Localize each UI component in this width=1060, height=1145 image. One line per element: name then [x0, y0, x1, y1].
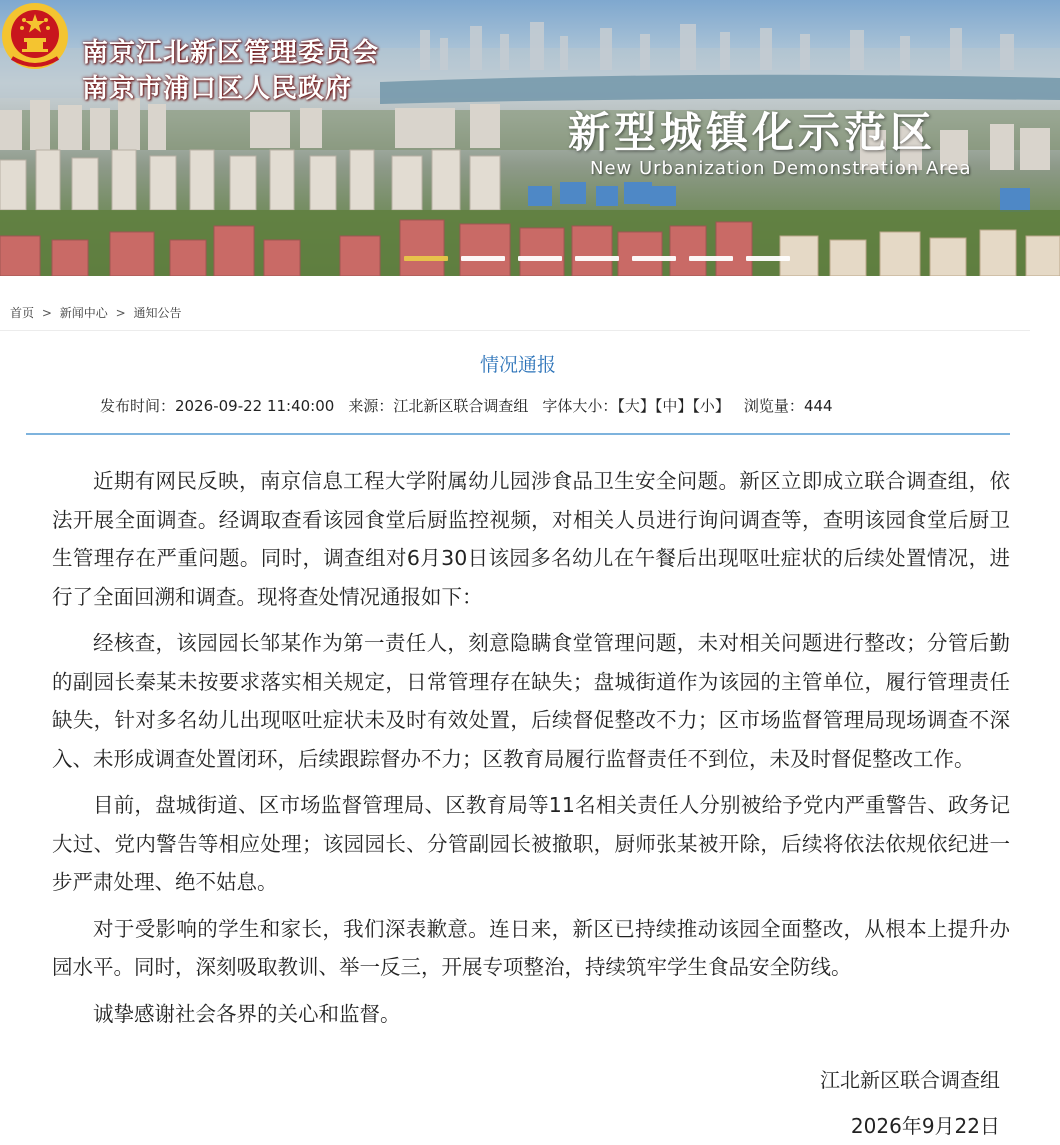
article-paragraph: 目前，盘城街道、区市场监督管理局、区教育局等11名相关责任人分别被给予党内严重警告、政务记大过、党内警告等相应处理；该园园长、分管副园长被撤职，厨师张某被开除，后续将依法依规依纪进一步严肃处理、绝不姑息。: [52, 793, 1010, 894]
breadcrumb-separator: >: [41, 306, 52, 320]
divider: [0, 330, 1030, 331]
font-size-small-button[interactable]: 【小】: [692, 397, 730, 415]
carousel-dot[interactable]: [575, 256, 619, 261]
views-label: 浏览量：: [743, 397, 804, 415]
breadcrumb-news-center[interactable]: 新闻中心: [59, 306, 108, 320]
carousel-dot[interactable]: [461, 256, 505, 261]
article-paragraph: 经核查，该园园长邹某作为第一责任人，刻意隐瞒食堂管理问题，未对相关问题进行整改；分管后勤的副园长秦某未按要求落实相关规定，日常管理存在缺失；盘城街道作为该园的主管单位，履行管理责任缺失，针对多名幼儿出现呕吐症状未及时有效处置，后续督促整改不力；区市场监督管理局现场调查不深入、未形成调查处置闭环，后续跟踪督办不力；区教育局履行监督责任不到位，未及时督促整改工作。: [52, 631, 1010, 771]
article-title: 情况通报: [479, 354, 556, 376]
article-meta: [100, 395, 833, 416]
banner-title: 新型城镇化示范区: [568, 108, 937, 157]
banner-subtitle: New Urbanization Demonstration Area: [590, 158, 972, 179]
title-divider: [26, 433, 1010, 435]
article-body: [52, 462, 1010, 1041]
gov-name-line2: 南京市浦口区人民政府: [82, 74, 353, 104]
publish-time: 2026-09-22 11:40:00: [175, 397, 335, 415]
font-size-medium-button[interactable]: 【中】: [654, 397, 693, 415]
breadcrumb: [10, 304, 181, 321]
carousel-dot[interactable]: [518, 256, 562, 261]
publish-time-label: 发布时间：: [100, 397, 176, 415]
signature-date: 2026年9月22日: [850, 1114, 1000, 1138]
carousel-dot[interactable]: [404, 256, 448, 261]
font-size-label: 字体大小：: [542, 397, 618, 415]
article-paragraph: 近期有网民反映，南京信息工程大学附属幼儿园涉食品卫生安全问题。新区立即成立联合调查组，依法开展全面调查。经调取查看该园食堂后厨监控视频，对相关人员进行询问调查等，查明该园食堂后厨卫生管理存在严重问题。同时，调查组对6月30日该园多名幼儿在午餐后出现呕吐症状的后续处置情况，进行了全面回溯和调查。现将查处情况通报如下：: [52, 469, 1010, 609]
font-size-large-button[interactable]: 【大】: [617, 397, 655, 415]
header-banner: [0, 0, 1060, 276]
breadcrumb-notices[interactable]: 通知公告: [133, 306, 182, 320]
article-paragraph: 诚挚感谢社会各界的关心和监督。: [93, 1001, 401, 1026]
article-paragraph: 对于受影响的学生和家长，我们深表歉意。连日来，新区已持续推动该园全面整改，从根本上提升办园水平。同时，深刻吸取教训、举一反三，开展专项整治，持续筑牢学生食品安全防线。: [52, 916, 1010, 979]
views-count: 444: [803, 397, 833, 415]
breadcrumb-home[interactable]: 首页: [10, 306, 35, 320]
breadcrumb-separator: >: [115, 306, 126, 320]
carousel-dot[interactable]: [689, 256, 733, 261]
national-emblem-icon: [0, 0, 70, 74]
signature-org: 江北新区联合调查组: [820, 1068, 1000, 1092]
source-label: 来源：: [348, 397, 394, 415]
gov-name-line1: 南京江北新区管理委员会: [82, 38, 380, 68]
carousel-dot[interactable]: [632, 256, 676, 261]
carousel-indicators: [404, 256, 790, 261]
source: 江北新区联合调查组: [393, 397, 529, 415]
carousel-dot[interactable]: [746, 256, 790, 261]
